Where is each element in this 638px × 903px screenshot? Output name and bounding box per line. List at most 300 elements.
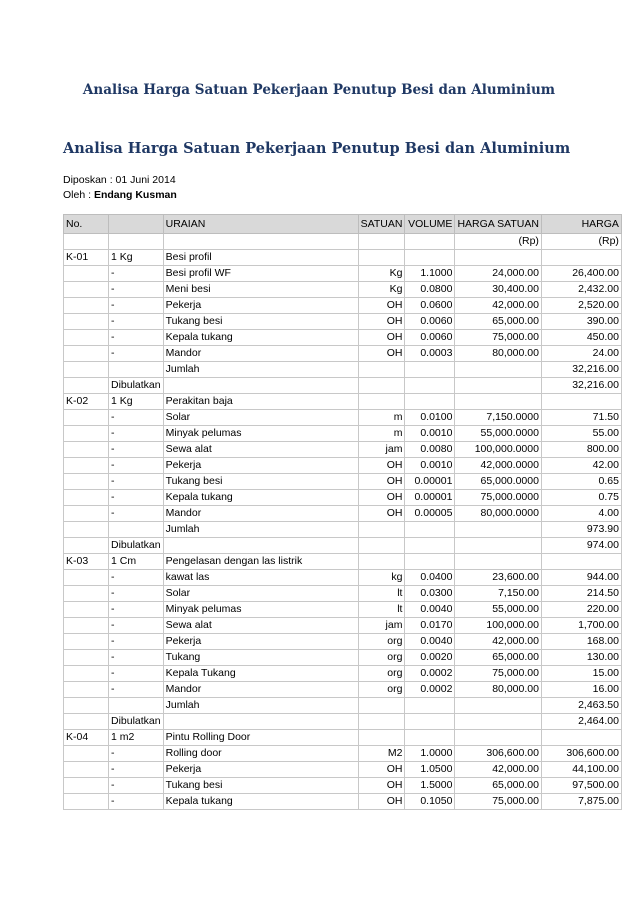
cell-volume: 0.0170 bbox=[405, 618, 455, 634]
cell-satuan: OH bbox=[358, 314, 405, 330]
cell-satuan: jam bbox=[358, 618, 405, 634]
cell-volume: 0.00001 bbox=[405, 490, 455, 506]
cell-harga-satuan: 75,000.00 bbox=[455, 794, 542, 810]
section-title: Analisa Harga Satuan Pekerjaan Penutup Besi dan Aluminium bbox=[63, 140, 571, 157]
subheader-total-currency: (Rp) bbox=[541, 234, 621, 250]
cell-qty: - bbox=[109, 346, 164, 362]
cell-harga: 2,463.50 bbox=[541, 698, 621, 714]
cell-harga: 2,464.00 bbox=[541, 714, 621, 730]
cell-harga-satuan: 55,000.00 bbox=[455, 602, 542, 618]
cell-no bbox=[64, 634, 109, 650]
cell-qty: Dibulatkan bbox=[109, 378, 164, 394]
cell-satuan: lt bbox=[358, 586, 405, 602]
table-row bbox=[64, 618, 622, 634]
cell-no bbox=[64, 762, 109, 778]
table-row bbox=[64, 266, 622, 282]
cell-uraian: Kepala Tukang bbox=[163, 666, 358, 682]
table-row bbox=[64, 378, 622, 394]
cell-harga: 944.00 bbox=[541, 570, 621, 586]
cell-harga-satuan: 7,150.0000 bbox=[455, 410, 542, 426]
cell-satuan: M2 bbox=[358, 746, 405, 762]
cell-satuan bbox=[358, 362, 405, 378]
cell-qty: Dibulatkan bbox=[109, 714, 164, 730]
table-row bbox=[64, 442, 622, 458]
cell-harga: 55.00 bbox=[541, 426, 621, 442]
cell-satuan: Kg bbox=[358, 282, 405, 298]
cell-qty: - bbox=[109, 298, 164, 314]
cell-no: K-04 bbox=[64, 730, 109, 746]
table-row bbox=[64, 682, 622, 698]
cell-qty: - bbox=[109, 762, 164, 778]
cell-qty: 1 m2 bbox=[109, 730, 164, 746]
cell-satuan bbox=[358, 538, 405, 554]
cell-qty: - bbox=[109, 778, 164, 794]
cell-volume: 0.00001 bbox=[405, 474, 455, 490]
cell-volume bbox=[405, 362, 455, 378]
table-row bbox=[64, 538, 622, 554]
table-row bbox=[64, 330, 622, 346]
cell-volume bbox=[405, 394, 455, 410]
header-satuan: SATUAN bbox=[358, 215, 405, 234]
table-row bbox=[64, 570, 622, 586]
subheader-cell bbox=[405, 234, 455, 250]
cell-harga: 4.00 bbox=[541, 506, 621, 522]
cell-uraian: Kepala tukang bbox=[163, 490, 358, 506]
cell-qty: 1 Cm bbox=[109, 554, 164, 570]
cell-satuan: OH bbox=[358, 778, 405, 794]
cell-qty: - bbox=[109, 474, 164, 490]
cell-qty: - bbox=[109, 634, 164, 650]
cell-volume: 1.0000 bbox=[405, 746, 455, 762]
cell-qty bbox=[109, 522, 164, 538]
cell-harga-satuan bbox=[455, 554, 542, 570]
cell-qty: - bbox=[109, 282, 164, 298]
cell-harga: 71.50 bbox=[541, 410, 621, 426]
document-title: Analisa Harga Satuan Pekerjaan Penutup Besi dan Aluminium bbox=[82, 82, 556, 98]
cell-harga-satuan bbox=[455, 698, 542, 714]
cell-no bbox=[64, 346, 109, 362]
cell-harga-satuan bbox=[455, 538, 542, 554]
cell-harga-satuan: 75,000.00 bbox=[455, 330, 542, 346]
cell-no bbox=[64, 794, 109, 810]
cell-satuan: Kg bbox=[358, 266, 405, 282]
cell-satuan: m bbox=[358, 426, 405, 442]
cell-qty: - bbox=[109, 570, 164, 586]
cell-uraian: Perakitan baja bbox=[163, 394, 358, 410]
cell-satuan: OH bbox=[358, 330, 405, 346]
cell-uraian: Besi profil bbox=[163, 250, 358, 266]
header-harga-satuan: HARGA SATUAN bbox=[455, 215, 542, 234]
cell-uraian: Pengelasan dengan las listrik bbox=[163, 554, 358, 570]
cell-no bbox=[64, 666, 109, 682]
cell-harga-satuan: 42,000.00 bbox=[455, 634, 542, 650]
subheader-unit-price-currency: (Rp) bbox=[455, 234, 542, 250]
cell-harga: 24.00 bbox=[541, 346, 621, 362]
cell-harga-satuan: 65,000.00 bbox=[455, 650, 542, 666]
cell-harga: 390.00 bbox=[541, 314, 621, 330]
cell-harga: 26,400.00 bbox=[541, 266, 621, 282]
cell-qty: - bbox=[109, 490, 164, 506]
cell-no bbox=[64, 618, 109, 634]
cell-harga-satuan bbox=[455, 362, 542, 378]
table-row bbox=[64, 298, 622, 314]
cell-no bbox=[64, 474, 109, 490]
cell-volume bbox=[405, 714, 455, 730]
cell-satuan: jam bbox=[358, 442, 405, 458]
cell-harga: 2,520.00 bbox=[541, 298, 621, 314]
cell-volume: 0.0010 bbox=[405, 426, 455, 442]
table-row bbox=[64, 346, 622, 362]
cell-uraian: kawat las bbox=[163, 570, 358, 586]
cell-no bbox=[64, 746, 109, 762]
cell-satuan: OH bbox=[358, 762, 405, 778]
cell-no bbox=[64, 314, 109, 330]
cell-qty: 1 Kg bbox=[109, 250, 164, 266]
cell-harga-satuan: 23,600.00 bbox=[455, 570, 542, 586]
cell-volume: 0.0800 bbox=[405, 282, 455, 298]
cell-uraian: Solar bbox=[163, 410, 358, 426]
cell-harga-satuan bbox=[455, 714, 542, 730]
cell-uraian: Jumlah bbox=[163, 698, 358, 714]
cell-no bbox=[64, 442, 109, 458]
cell-harga bbox=[541, 554, 621, 570]
cell-no bbox=[64, 714, 109, 730]
cell-uraian: Tukang besi bbox=[163, 778, 358, 794]
cell-qty: - bbox=[109, 746, 164, 762]
cell-no bbox=[64, 698, 109, 714]
cell-satuan: OH bbox=[358, 458, 405, 474]
table-row bbox=[64, 778, 622, 794]
cell-harga: 168.00 bbox=[541, 634, 621, 650]
cell-harga-satuan: 7,150.00 bbox=[455, 586, 542, 602]
cell-satuan: org bbox=[358, 650, 405, 666]
cell-no bbox=[64, 586, 109, 602]
cell-harga: 44,100.00 bbox=[541, 762, 621, 778]
cell-satuan bbox=[358, 378, 405, 394]
table-row bbox=[64, 522, 622, 538]
cell-harga: 15.00 bbox=[541, 666, 621, 682]
cell-harga-satuan bbox=[455, 250, 542, 266]
header-volume: VOLUME bbox=[405, 215, 455, 234]
table-row bbox=[64, 410, 622, 426]
cell-volume: 0.0002 bbox=[405, 682, 455, 698]
cell-harga: 0.75 bbox=[541, 490, 621, 506]
cell-harga: 2,432.00 bbox=[541, 282, 621, 298]
cell-no bbox=[64, 682, 109, 698]
cell-qty: - bbox=[109, 506, 164, 522]
cell-harga-satuan: 80,000.00 bbox=[455, 346, 542, 362]
cell-volume: 1.1000 bbox=[405, 266, 455, 282]
cell-harga: 974.00 bbox=[541, 538, 621, 554]
cell-satuan: OH bbox=[358, 298, 405, 314]
cell-satuan bbox=[358, 250, 405, 266]
cell-uraian bbox=[163, 538, 358, 554]
cell-satuan: OH bbox=[358, 490, 405, 506]
cell-uraian bbox=[163, 378, 358, 394]
cell-uraian: Pekerja bbox=[163, 458, 358, 474]
header-uraian: URAIAN bbox=[163, 215, 358, 234]
cell-volume: 0.0300 bbox=[405, 586, 455, 602]
cell-no bbox=[64, 362, 109, 378]
header-no: No. bbox=[64, 215, 109, 234]
cell-qty: 1 Kg bbox=[109, 394, 164, 410]
cell-volume: 1.5000 bbox=[405, 778, 455, 794]
cell-harga: 214.50 bbox=[541, 586, 621, 602]
cell-volume: 0.0400 bbox=[405, 570, 455, 586]
posted-date: Diposkan : 01 Juni 2014 bbox=[63, 174, 176, 186]
cell-harga: 450.00 bbox=[541, 330, 621, 346]
cell-volume bbox=[405, 250, 455, 266]
cell-harga-satuan: 42,000.00 bbox=[455, 762, 542, 778]
table-row bbox=[64, 554, 622, 570]
cell-harga-satuan: 65,000.00 bbox=[455, 778, 542, 794]
cell-qty: - bbox=[109, 666, 164, 682]
header-harga: HARGA bbox=[541, 215, 621, 234]
cell-qty: - bbox=[109, 602, 164, 618]
cell-satuan: OH bbox=[358, 794, 405, 810]
cell-uraian: Mandor bbox=[163, 682, 358, 698]
cell-qty: - bbox=[109, 314, 164, 330]
cell-harga: 1,700.00 bbox=[541, 618, 621, 634]
cell-volume: 0.0040 bbox=[405, 634, 455, 650]
cell-uraian: Pekerja bbox=[163, 298, 358, 314]
cell-volume: 1.0500 bbox=[405, 762, 455, 778]
cell-harga-satuan: 80,000.00 bbox=[455, 682, 542, 698]
cell-harga bbox=[541, 250, 621, 266]
table-row bbox=[64, 282, 622, 298]
cell-volume bbox=[405, 554, 455, 570]
table-row bbox=[64, 314, 622, 330]
cell-no bbox=[64, 570, 109, 586]
cell-satuan: OH bbox=[358, 506, 405, 522]
cell-no: K-01 bbox=[64, 250, 109, 266]
table-row bbox=[64, 634, 622, 650]
cell-harga: 16.00 bbox=[541, 682, 621, 698]
cell-harga-satuan bbox=[455, 522, 542, 538]
cell-volume bbox=[405, 698, 455, 714]
cell-volume: 0.0002 bbox=[405, 666, 455, 682]
cell-harga: 32,216.00 bbox=[541, 378, 621, 394]
cell-harga-satuan: 42,000.0000 bbox=[455, 458, 542, 474]
table-row bbox=[64, 506, 622, 522]
cell-qty: - bbox=[109, 794, 164, 810]
cell-harga-satuan: 42,000.00 bbox=[455, 298, 542, 314]
cell-uraian: Jumlah bbox=[163, 522, 358, 538]
cell-harga-satuan: 100,000.00 bbox=[455, 618, 542, 634]
cell-harga: 42.00 bbox=[541, 458, 621, 474]
table-header-row bbox=[64, 215, 622, 234]
table-row bbox=[64, 730, 622, 746]
cell-volume: 0.0080 bbox=[405, 442, 455, 458]
subheader-cell bbox=[109, 234, 164, 250]
cell-no bbox=[64, 426, 109, 442]
cell-volume bbox=[405, 538, 455, 554]
table-row bbox=[64, 602, 622, 618]
cell-qty: - bbox=[109, 330, 164, 346]
cell-satuan bbox=[358, 394, 405, 410]
cell-volume bbox=[405, 730, 455, 746]
table-row bbox=[64, 250, 622, 266]
cell-satuan bbox=[358, 522, 405, 538]
cell-uraian: Pekerja bbox=[163, 634, 358, 650]
cell-satuan: lt bbox=[358, 602, 405, 618]
cell-harga-satuan: 306,600.00 bbox=[455, 746, 542, 762]
cell-satuan: org bbox=[358, 682, 405, 698]
cell-satuan bbox=[358, 698, 405, 714]
cell-volume: 0.0060 bbox=[405, 314, 455, 330]
cell-qty: - bbox=[109, 410, 164, 426]
cell-harga: 800.00 bbox=[541, 442, 621, 458]
table-row bbox=[64, 794, 622, 810]
cell-volume: 0.1050 bbox=[405, 794, 455, 810]
table-row bbox=[64, 586, 622, 602]
cell-uraian: Kepala tukang bbox=[163, 330, 358, 346]
cell-no bbox=[64, 458, 109, 474]
author-label: Oleh : bbox=[63, 189, 94, 201]
cell-volume: 0.0600 bbox=[405, 298, 455, 314]
cell-volume: 0.0040 bbox=[405, 602, 455, 618]
cell-harga-satuan: 55,000.0000 bbox=[455, 426, 542, 442]
cell-harga bbox=[541, 394, 621, 410]
cell-uraian: Pintu Rolling Door bbox=[163, 730, 358, 746]
cell-harga: 7,875.00 bbox=[541, 794, 621, 810]
table-row bbox=[64, 426, 622, 442]
cell-no bbox=[64, 778, 109, 794]
cell-uraian: Besi profil WF bbox=[163, 266, 358, 282]
cell-qty: - bbox=[109, 650, 164, 666]
table-row bbox=[64, 714, 622, 730]
cell-volume: 0.0020 bbox=[405, 650, 455, 666]
cell-harga: 973.90 bbox=[541, 522, 621, 538]
cell-satuan: m bbox=[358, 410, 405, 426]
cell-volume: 0.0010 bbox=[405, 458, 455, 474]
cell-volume: 0.0100 bbox=[405, 410, 455, 426]
cell-harga: 32,216.00 bbox=[541, 362, 621, 378]
table-row bbox=[64, 650, 622, 666]
cell-no bbox=[64, 266, 109, 282]
cell-volume: 0.00005 bbox=[405, 506, 455, 522]
table-row bbox=[64, 762, 622, 778]
table-row bbox=[64, 666, 622, 682]
cell-satuan: org bbox=[358, 666, 405, 682]
cell-harga-satuan: 100,000.0000 bbox=[455, 442, 542, 458]
cell-no bbox=[64, 298, 109, 314]
cell-harga-satuan bbox=[455, 730, 542, 746]
cell-harga: 306,600.00 bbox=[541, 746, 621, 762]
cell-no bbox=[64, 282, 109, 298]
price-analysis-table bbox=[63, 214, 622, 810]
cell-harga-satuan: 65,000.0000 bbox=[455, 474, 542, 490]
cell-uraian: Tukang besi bbox=[163, 314, 358, 330]
cell-qty bbox=[109, 362, 164, 378]
cell-harga: 130.00 bbox=[541, 650, 621, 666]
cell-no bbox=[64, 506, 109, 522]
author-line bbox=[63, 189, 177, 201]
cell-uraian: Tukang bbox=[163, 650, 358, 666]
table-row bbox=[64, 458, 622, 474]
cell-harga-satuan: 75,000.00 bbox=[455, 666, 542, 682]
cell-no bbox=[64, 522, 109, 538]
cell-uraian: Meni besi bbox=[163, 282, 358, 298]
cell-volume bbox=[405, 522, 455, 538]
cell-uraian: Mandor bbox=[163, 506, 358, 522]
cell-no bbox=[64, 602, 109, 618]
cell-volume: 0.0060 bbox=[405, 330, 455, 346]
cell-no bbox=[64, 538, 109, 554]
cell-harga: 0.65 bbox=[541, 474, 621, 490]
cell-no: K-03 bbox=[64, 554, 109, 570]
cell-qty: - bbox=[109, 458, 164, 474]
cell-satuan: kg bbox=[358, 570, 405, 586]
cell-harga-satuan: 65,000.00 bbox=[455, 314, 542, 330]
table-row bbox=[64, 362, 622, 378]
table-row bbox=[64, 474, 622, 490]
cell-harga: 220.00 bbox=[541, 602, 621, 618]
cell-uraian: Sewa alat bbox=[163, 618, 358, 634]
cell-satuan bbox=[358, 730, 405, 746]
cell-uraian: Tukang besi bbox=[163, 474, 358, 490]
cell-satuan: OH bbox=[358, 346, 405, 362]
cell-uraian: Mandor bbox=[163, 346, 358, 362]
cell-uraian: Sewa alat bbox=[163, 442, 358, 458]
cell-no bbox=[64, 378, 109, 394]
table-subheader-row bbox=[64, 234, 622, 250]
table-row bbox=[64, 394, 622, 410]
cell-qty bbox=[109, 698, 164, 714]
cell-harga-satuan: 30,400.00 bbox=[455, 282, 542, 298]
cell-no bbox=[64, 490, 109, 506]
cell-uraian: Pekerja bbox=[163, 762, 358, 778]
cell-harga: 97,500.00 bbox=[541, 778, 621, 794]
cell-qty: - bbox=[109, 618, 164, 634]
cell-volume bbox=[405, 378, 455, 394]
cell-uraian: Solar bbox=[163, 586, 358, 602]
cell-uraian: Minyak pelumas bbox=[163, 426, 358, 442]
subheader-cell bbox=[64, 234, 109, 250]
cell-uraian: Jumlah bbox=[163, 362, 358, 378]
cell-qty: - bbox=[109, 442, 164, 458]
header-blank bbox=[109, 215, 164, 234]
cell-qty: - bbox=[109, 586, 164, 602]
cell-uraian: Rolling door bbox=[163, 746, 358, 762]
cell-satuan: org bbox=[358, 634, 405, 650]
cell-harga-satuan: 24,000.00 bbox=[455, 266, 542, 282]
table-row bbox=[64, 490, 622, 506]
cell-uraian bbox=[163, 714, 358, 730]
cell-qty: - bbox=[109, 426, 164, 442]
cell-no bbox=[64, 410, 109, 426]
cell-qty: - bbox=[109, 266, 164, 282]
subheader-cell bbox=[358, 234, 405, 250]
cell-satuan bbox=[358, 714, 405, 730]
cell-no bbox=[64, 650, 109, 666]
cell-qty: Dibulatkan bbox=[109, 538, 164, 554]
author-name: Endang Kusman bbox=[93, 189, 177, 201]
cell-qty: - bbox=[109, 682, 164, 698]
cell-volume: 0.0003 bbox=[405, 346, 455, 362]
cell-harga-satuan: 75,000.0000 bbox=[455, 490, 542, 506]
cell-harga-satuan bbox=[455, 394, 542, 410]
cell-satuan bbox=[358, 554, 405, 570]
cell-no bbox=[64, 330, 109, 346]
cell-harga-satuan: 80,000.0000 bbox=[455, 506, 542, 522]
table-row bbox=[64, 698, 622, 714]
cell-harga-satuan bbox=[455, 378, 542, 394]
cell-uraian: Kepala tukang bbox=[163, 794, 358, 810]
cell-satuan: OH bbox=[358, 474, 405, 490]
cell-harga bbox=[541, 730, 621, 746]
cell-uraian: Minyak pelumas bbox=[163, 602, 358, 618]
